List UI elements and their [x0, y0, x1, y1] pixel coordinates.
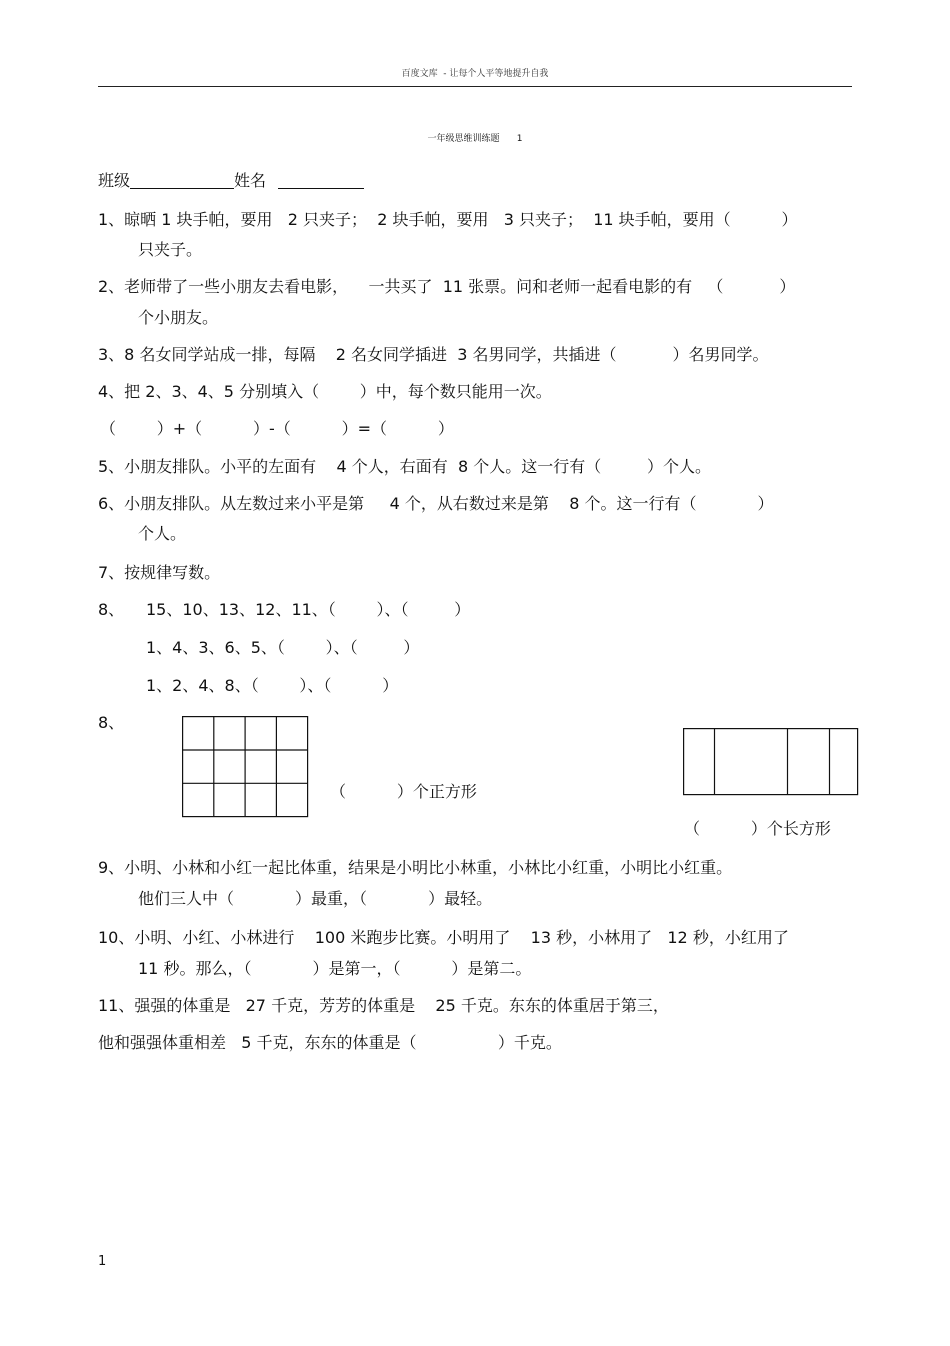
q11-line2: 他和强强体重相差 5 千克，东东的体重是（ ）千克。: [98, 1033, 562, 1052]
q2-line1: 2、老师带了一些小朋友去看电影， 一共买了 11 张票。问和老师一起看电影的有 （ ）: [98, 277, 796, 296]
q4-equation: （ ）+（ ）-（ ）=（ ）: [100, 419, 454, 438]
q8a-number: 8、: [98, 600, 125, 619]
q4-line1: 4、把 2、3、4、5 分别填入（ ）中，每个数只能用一次。: [98, 382, 552, 401]
rectangle-strip-figure: [683, 728, 859, 796]
page-header: 百度文库 - 让每个人平等地提升自我: [401, 69, 549, 79]
q8a-sequence-3: 1、2、4、8、（ ）、（ ）: [146, 676, 399, 695]
q3-line1: 3、8 名女同学站成一排，每隔 2 名女同学插进 3 名男同学，共插进（ ）名男同学。: [98, 345, 769, 364]
q2-line2: 个小朋友。: [138, 308, 219, 327]
rectangles-answer: （ ）个长方形: [684, 819, 831, 838]
q9-line1: 9、小明、小林和小红一起比体重，结果是小明比小林重，小林比小红重，小明比小红重。: [98, 858, 733, 877]
q9-line2: 他们三人中（ ）最重，（ ）最轻。: [138, 889, 493, 908]
rectangle-strip-outline: [684, 729, 858, 795]
q1-line2: 只夹子。: [138, 240, 203, 259]
squares-answer: （ ）个正方形: [330, 782, 477, 801]
q8b-number: 8、: [98, 713, 125, 732]
q8a-sequence-2: 1、4、3、6、5、（ ）、（ ）: [146, 638, 420, 657]
class-blank[interactable]: [130, 172, 234, 189]
square-grid-figure: [182, 716, 309, 818]
name-blank[interactable]: [278, 172, 364, 189]
q5-line1: 5、小朋友排队。小平的左面有 4 个人，右面有 8 个人。这一行有（ ）个人。: [98, 457, 712, 476]
page-number: 1: [98, 1254, 107, 1269]
q6-line2: 个人。: [138, 524, 187, 543]
q1-line1: 1、晾晒 1 块手帕，要用 2 只夹子； 2 块手帕，要用 3 只夹子； 11 块手帕，要用（ ）: [98, 210, 798, 229]
student-info-line: [98, 171, 364, 191]
header-divider: [98, 86, 852, 87]
worksheet-title: 一年级思维训练题 1: [427, 134, 523, 144]
q8a-sequence-1: 15、10、13、12、11、（ ）、（ ）: [146, 600, 471, 619]
q10-line2: 11 秒。那么，（ ）是第一，（ ）是第二。: [138, 959, 532, 978]
class-label: 班级: [98, 171, 131, 190]
q10-line1: 10、小明、小红、小林进行 100 米跑步比赛。小明用了 13 秒，小林用了 12 秒，小红用了: [98, 928, 789, 947]
name-label: 姓名: [234, 171, 267, 190]
q11-line1: 11、强强的体重是 27 千克，芳芳的体重是 25 千克。东东的体重居于第三，: [98, 996, 669, 1015]
q7-line1: 7、按规律写数。: [98, 563, 221, 582]
q6-line1: 6、小朋友排队。从左数过来小平是第 4 个，从右数过来是第 8 个。这一行有（ ）: [98, 494, 774, 513]
